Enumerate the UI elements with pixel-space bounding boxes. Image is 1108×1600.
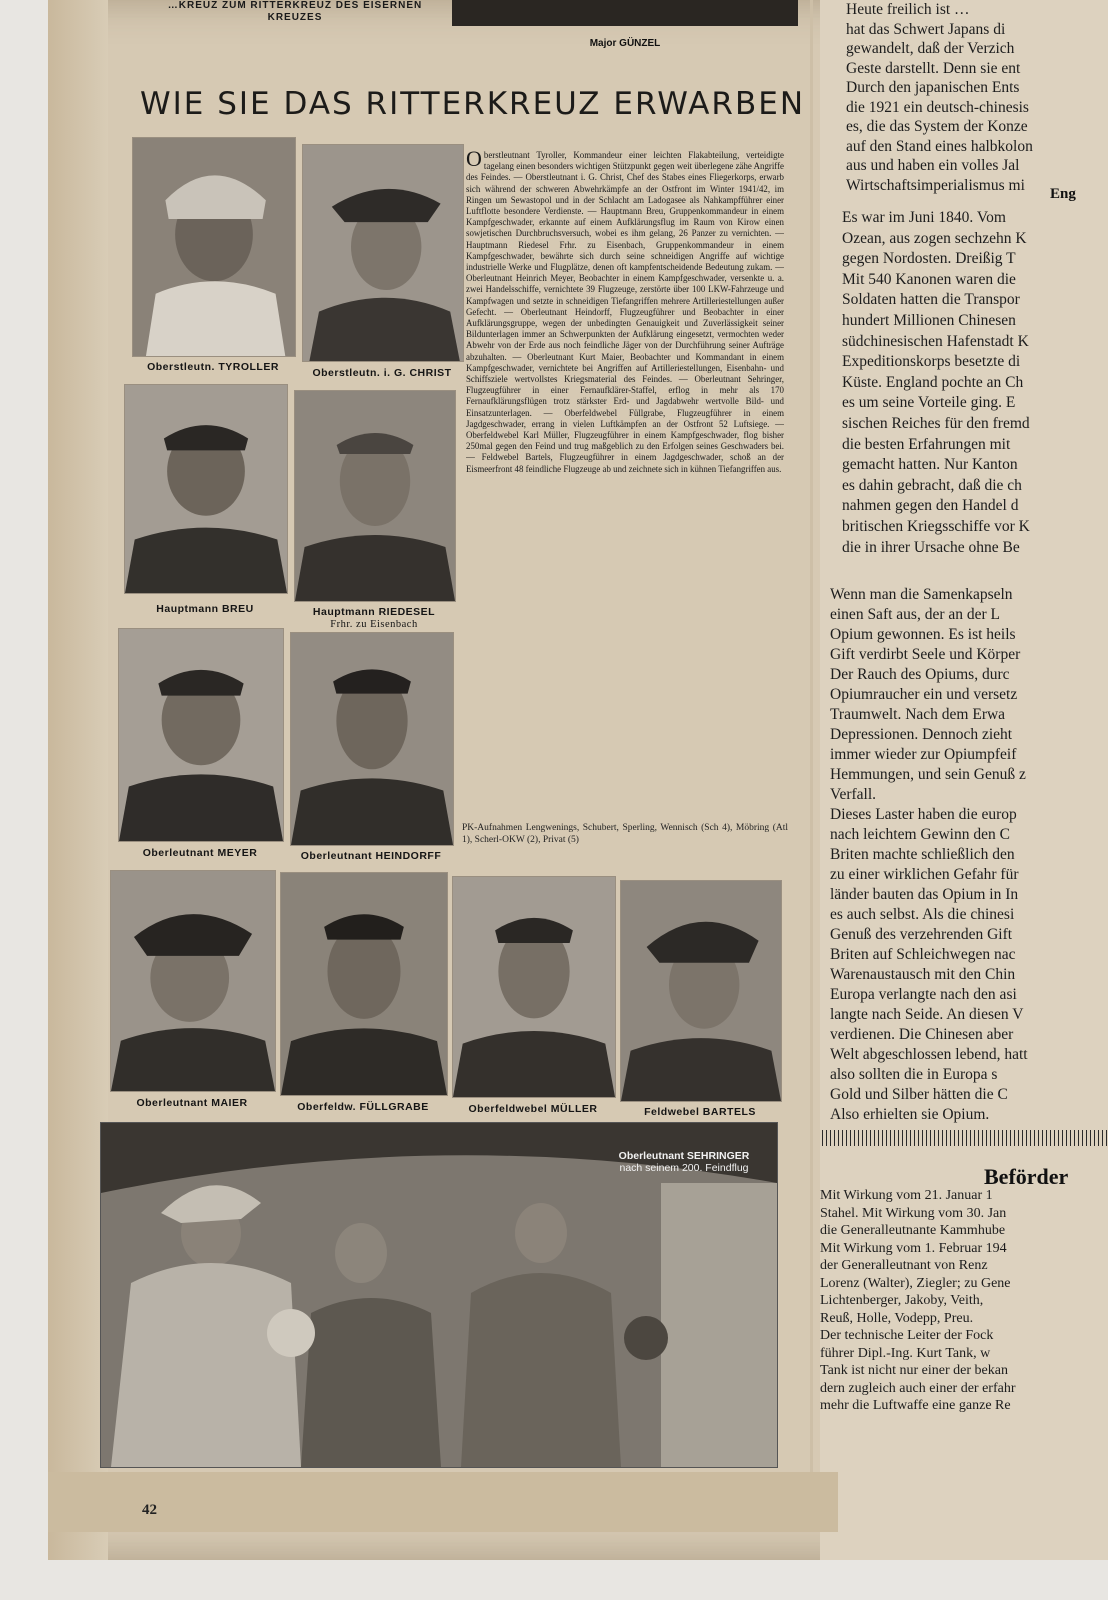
portrait-caption: Oberstleutn. TYROLLER [147,361,279,373]
right-column-bottom [820,1188,1080,1416]
page-footer-strip [48,1472,838,1532]
portrait-caption: Oberfeldw. FÜLLGRABE [297,1101,429,1113]
right-column-line: Welt abgeschlossen lebend, hatt [830,1046,1028,1063]
portrait-photo [290,632,454,846]
right-column-line: länder bauten das Opium in In [830,886,1019,903]
page-fold-shadow [48,0,108,1560]
right-column-line: führer Dipl.-Ing. Kurt Tank, w [820,1345,991,1361]
article-body: Oberstleutnant Tyroller, Kommandeur einer leichten Flakabteilung, verteidigte tagelang einen besonders wichtigen Stützpunkt gegen weit überlegene zähe Angriffe des Feindes. — Oberstleutnant i. G. Christ, Chef des Stabes eines Fliegerkorps, erwarb sich während der schweren Abwehrkämpfe an der Ostfront im Winter 1941/42, im Ringen um Sewastopol und in der Schlacht am Ladogasee als Nahkampfführer einer Luftflotte besondere Verdienste. — Hauptmann Breu, Gruppenkommandeur in einem Kampfgeschwader, erkannte auf einem Aufklärungsflug im Raum von Kirow einen sowjetischen Durchbruchsversuch, wobei es ihm gelang, 26 Panzer zu vernichten. — Hauptmann Riedesel Frhr. zu Eisenbach, Gruppenkommandeur in einem Kampfgeschwader, bewährte sich durch seine schneidigen Angriffe auf wichtige industrielle Werke und Flugplätze, denen oft kampfentscheidende Bedeutung zukam. — Oberleutnant Heinrich Meyer, Beobachter in einem Kampfgeschwader, versenkte u. a. zwei Handelsschiffe, vernichtete 39 Flugzeuge, zerstörte über 100 LKW-Fahrzeuge und Kampfwagen und setzte in schneidigen Tiefangriffen mehrere Artilleriestellungen außer Gefecht. — Oberleutnant Heindorff, Flugzeugführer und Beobachter in einer Aufklärungsgruppe, wegen der unbedingten Genauigkeit und Zuverlässigkeit seiner Bildunterlagen immer an Schwerpunkten der Aufklärung eingesetzt, vermochten weder Abwehr von der Erde aus noch feindliche Jäger von der Durchführung seiner Aufträge abzuhalten. — Oberleutnant Kurt Maier, Beobachter und Kommandant in einem Kampfgeschwader, vernichtete bei Angriffen auf Artilleriestellungen, Eisenbahn- und Schiffsziele wertvollstes Kriegsmaterial des Feindes. — Oberleutnant Sehringer, Flugzeugführer in einer Fernaufklärer-Staffel, erflog in mehr als 170 Fernaufklärungsflügen trotz stärkster Erd- und Jagdabwehr wertvolle Bild- und Einsatzunterlagen. — Oberfeldwebel Füllgrabe, Flugzeugführer in einem Jagdgeschwader, errang in vielen Luftkämpfen an der Ostfront 52 Luftsiege. — Oberfeldwebel Karl Müller, Flugzeugführer in einem Kampfgeschwader, flog bisher 250mal gegen den Feind und trug maßgeblich zu den Erfolgen seines Geschwaders bei. — Feldwebel Bartels, Flugzeugführer in einem Jagdgeschwader, schoß an der Eismeerfront 48 feindliche Flugzeuge ab und zeichnete sich in kühnen Tiefangriffen aus. [466,150,784,474]
right-column-low [830,585,1090,1125]
right-column-line: Lichtenberger, Jakoby, Veith, [820,1293,984,1308]
right-column-line: Warenaustausch mit den Chin [830,966,1016,983]
portrait-caption: Hauptmann BREU [156,603,254,615]
right-column-line: hundert Millionen Chinesen [842,311,1016,329]
decorative-rule [822,1130,1108,1146]
right-column-line: gemacht hatten. Nur Kanton [842,456,1018,474]
portrait-caption: Oberleutnant HEINDORFF [300,850,442,862]
portrait-caption: Oberfeldwebel MÜLLER [468,1103,598,1115]
right-column-line: Expeditionskorps besetzte di [842,353,1021,371]
right-column-line: es um seine Vorteile ging. E [842,394,1016,412]
right-column-line: auf den Stand eines halbkolon [846,137,1033,155]
right-column-mid [842,208,1102,558]
photo-credits: PK-Aufnahmen Lengwenings, Schubert, Sperling, Wennisch (Sch 4), Möbring (Atl 1), Scherl-OKW (2), Privat (5) [462,823,788,845]
right-column-subhead: Eng [1050,186,1076,202]
headline: WIE SIE DAS RITTERKREUZ ERWARBEN [140,86,806,122]
right-column-line: mehr die Luftwaffe eine ganze Re [820,1398,1011,1413]
right-column-line: Gold und Silber hätten die C [830,1086,1008,1103]
right-column-line: Ozean, aus zogen sechzehn K [842,229,1027,247]
right-column-line: immer wieder zur Opiumpfeif [830,746,1017,763]
right-column-line: Mit Wirkung vom 21. Januar 1 [820,1188,993,1203]
right-column-line: die Generalleutnante Kammhube [820,1223,1006,1238]
portrait-caption: Oberleutnant MAIER [136,1097,248,1109]
right-column-line: Mit 540 Kanonen waren die [842,270,1016,288]
right-column-line: also sollten die in Europa s [830,1066,998,1083]
right-column-line: der Generalleutnant von Renz [820,1258,988,1273]
portrait-photo [118,628,284,842]
group-photo-caption-line1: Oberleutnant SEHRINGER [618,1150,750,1162]
right-column-line: Briten machte schließlich den [830,846,1015,863]
right-column-line: Genuß des verzehrenden Gift [830,926,1013,943]
right-column-subhead-2: Beförder [984,1164,1069,1189]
top-label: …KREUZ ZUM RITTERKREUZ DES EISERNEN KREUZES [167,0,423,23]
right-column-line: Briten auf Schleichwegen nac [830,946,1016,963]
right-column-line: dern zugleich auch einer der erfahr [820,1380,1016,1396]
portrait-photo [294,390,456,602]
group-photo-caption-line2: nach seinem 200. Feindflug [619,1162,749,1174]
right-column-line: Gift verdirbt Seele und Körper [830,646,1021,663]
right-column-line: Traumwelt. Nach dem Erwa [830,706,1006,723]
right-column-line: verdienen. Die Chinesen aber [830,1026,1014,1043]
right-column-line: Europa verlangte nach den asi [830,986,1017,1003]
right-column-line: zu einer wirklichen Gefahr für [830,866,1019,883]
right-column-line: Mit Wirkung vom 1. Februar 194 [820,1240,1007,1256]
right-column-line: Wirtschaftsimperialismus mi [846,176,1025,194]
right-column-line: britischen Kriegsschiffe vor K [842,517,1030,535]
portrait-photo [110,870,276,1092]
right-column-line: nach leichtem Gewinn den C [830,826,1010,843]
portrait-photo [452,876,616,1098]
right-column-line: Verfall. [830,786,877,803]
right-column-line: gegen Nordosten. Dreißig T [842,250,1016,268]
right-column-line: Hemmungen, und sein Genuß z [830,766,1026,783]
right-column-line: südchinesischen Hafenstadt K [842,332,1029,350]
right-column-line: Depressionen. Dennoch zieht [830,726,1013,743]
portrait-photo [280,872,448,1096]
top-photo-caption: Major GÜNZEL [589,38,661,49]
portrait-caption: Feldwebel BARTELS [644,1106,756,1118]
right-column-line: langte nach Seide. An diesen V [830,1006,1024,1023]
portrait-photo [124,384,288,594]
right-column-line: Tank ist nicht nur einer der bekan [820,1363,1008,1378]
right-column-line: Es war im Juni 1840. Vom [842,209,1006,226]
right-column-line: Also erhielten sie Opium. [830,1106,990,1123]
right-column-line: Küste. England pochte an Ch [842,373,1024,391]
right-column-line: Geste darstellt. Denn sie ent [846,59,1021,77]
right-column-line: einen Saft aus, der an der L [830,606,1001,623]
portrait-photo [302,144,464,362]
right-column-line: die in ihrer Ursache ohne Be [842,538,1020,556]
right-column-line: nahmen gegen den Handel d [842,497,1019,515]
right-column-line: Der technische Leiter der Fock [820,1328,994,1343]
portrait-caption: Hauptmann RIEDESEL [312,606,436,618]
right-column-line: Durch den japanischen Ents [846,79,1020,96]
column-divider [810,0,813,1490]
right-column-line: sischen Reiches für den fremd [842,414,1030,432]
right-column-line: Soldaten hatten die Transpor [842,291,1020,309]
right-column-line: die besten Erfahrungen mit [842,435,1011,453]
right-column-line: Dieses Laster haben die europ [830,806,1017,823]
right-column-line: es dahin gebracht, daß die ch [842,476,1022,494]
right-column-line: Der Rauch des Opiums, durc [830,666,1010,683]
group-photo-caption [596,1150,772,1174]
right-column-line: die 1921 ein deutsch-chinesis [846,98,1029,116]
right-column-top [846,0,1106,195]
right-column-line: Opiumraucher ein und versetz [830,686,1018,703]
top-photo-fragment [452,0,798,26]
portrait-photo [620,880,782,1102]
right-column-line: Stahel. Mit Wirkung vom 30. Jan [820,1205,1007,1221]
portrait-photo [132,137,296,357]
portrait-subcaption: Frhr. zu Eisenbach [330,619,418,630]
right-column-line: aus und haben ein volles Jal [846,157,1020,174]
right-column-line: Lorenz (Walter), Ziegler; zu Gene [820,1275,1011,1291]
page-number: 42 [142,1502,157,1518]
right-column-line: Reuß, Holle, Vodepp, Preu. [820,1310,974,1326]
right-column-line: gewandelt, daß der Verzich [846,40,1015,57]
right-column-line: es auch selbst. Als die chinesi [830,906,1015,923]
right-column-line: es, die das System der Konze [846,118,1028,135]
portrait-caption: Oberleutnant MEYER [142,847,258,859]
right-column-line: hat das Schwert Japans di [846,20,1006,38]
right-column-line: Heute freilich ist … [846,1,970,18]
right-column-line: Opium gewonnen. Es ist heils [830,626,1016,643]
portrait-caption: Oberstleutn. i. G. CHRIST [312,367,452,379]
right-column-line: Wenn man die Samenkapseln [830,586,1013,603]
